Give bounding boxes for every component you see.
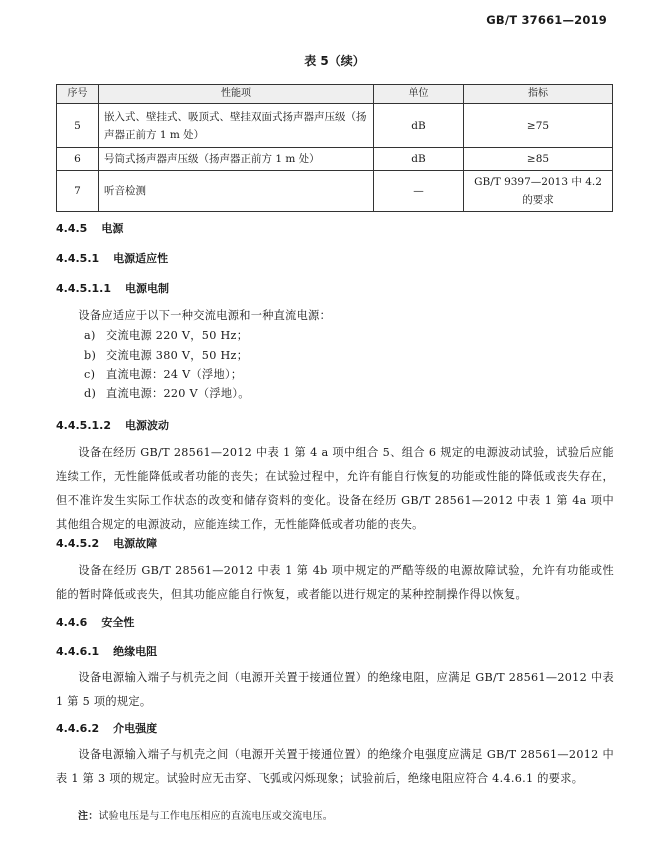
list-text: 交流电源 220 V，50 Hz； (106, 329, 249, 342)
list-item (84, 346, 248, 366)
section-title: 电源电制 (124, 282, 169, 295)
cell-seq: 5 (57, 104, 99, 148)
section-number: 4.4.5.1.2 (56, 419, 111, 432)
paragraph-dielectric-strength: 设备电源输入端子与机壳之间（电源开关置于接通位置）的绝缘介电强度应满足 GB/T 28561—2012 中表 1 第 3 项的规定。试验时应无击穿、飞弧或闪烁现象；试验前后，绝缘电阻应符合 4.4.6.1 的要求。 (56, 748, 614, 785)
list-text: 直流电源：220 V（浮地）。 (106, 387, 250, 400)
table-header-row (57, 85, 613, 104)
section-heading-4-4-6-1 (56, 643, 157, 659)
cell-item: 嵌入式、壁挂式、吸顶式、壁挂双面式扬声器声压级（扬声器正前方 1 m 处） (99, 104, 374, 148)
section-title: 电源 (101, 222, 124, 235)
section-title: 电源波动 (124, 419, 169, 432)
section-heading-4-4-5-1-1 (56, 280, 169, 296)
cell-index: GB/T 9397—2013 中 4.2 的要求 (464, 171, 613, 212)
cell-seq: 6 (57, 148, 99, 171)
list-marker: c) (84, 368, 96, 381)
cell-unit: — (374, 171, 464, 212)
section-number: 4.4.6.2 (56, 722, 100, 735)
section-number: 4.4.5.1.1 (56, 282, 111, 295)
cell-unit: dB (374, 104, 464, 148)
paragraph-power-fluctuation: 设备在经历 GB/T 28561—2012 中表 1 第 4 a 项中组合 5、组合 6 规定的电源波动试验，试验后应能连续工作，无性能降低或者功能的丧失；在试验过程中，允许有能自行恢复的功能或性能的降低或丧失存在，但不准许发生实际工作状态的改变和储存资料的变化。设备在经历 GB/T 28561—2012 中表 1 第 4a 项中其他组合规定的电源波动，应能连续工作，无性能降低或者功能的丧失。 (56, 446, 614, 531)
cell-seq: 7 (57, 171, 99, 212)
list-marker: b) (84, 349, 97, 362)
section-heading-4-4-5-1-2 (56, 417, 169, 433)
section-heading-4-4-6 (56, 614, 134, 630)
section-title: 介电强度 (113, 722, 158, 735)
header-unit: 单位 (374, 85, 464, 104)
note-text: 试验电压是与工作电压相应的直流电压或交流电压。 (98, 811, 334, 822)
note-label: 注： (78, 811, 99, 822)
section-heading-4-4-5 (56, 220, 123, 236)
section-title: 电源故障 (113, 537, 158, 550)
section-number: 4.4.5.2 (56, 537, 100, 550)
cell-item: 听音检测 (99, 171, 374, 212)
section-heading-4-4-5-2 (56, 535, 157, 551)
list-marker: a) (84, 329, 96, 342)
standard-code: GB/T 37661—2019 (486, 13, 607, 27)
section-heading-4-4-5-1 (56, 250, 168, 266)
section-heading-4-4-6-2 (56, 720, 157, 736)
section-number: 4.4.6.1 (56, 645, 100, 658)
section-number: 4.4.5 (56, 222, 88, 235)
note (78, 807, 333, 822)
performance-table (56, 84, 613, 212)
table-row (57, 171, 613, 212)
paragraph-power-failure: 设备在经历 GB/T 28561—2012 中表 1 第 4b 项中规定的严酷等级的电源故障试验，允许有功能或性能的暂时降低或丧失，但其功能应能自行恢复，或者能以进行规定的某种控制操作得以恢复。 (56, 564, 614, 601)
section-title: 电源适应性 (113, 252, 169, 265)
table-title: 表 5（续） (304, 54, 365, 68)
header-seq: 序号 (57, 85, 99, 104)
list-item (84, 365, 242, 385)
table-row (57, 104, 613, 148)
cell-unit: dB (374, 148, 464, 171)
cell-item: 号筒式扬声器声压级（扬声器正前方 1 m 处） (99, 148, 374, 171)
list-text: 直流电源：24 V（浮地）； (106, 368, 243, 381)
header-item: 性能项 (99, 85, 374, 104)
cell-index: ≥75 (464, 104, 613, 148)
list-item (84, 384, 250, 404)
paragraph-insulation-resistance: 设备电源输入端子与机壳之间（电源开关置于接通位置）的绝缘电阻，应满足 GB/T 28561—2012 中表 1 第 5 项的规定。 (56, 671, 614, 708)
list-item (84, 326, 248, 346)
section-number: 4.4.5.1 (56, 252, 100, 265)
list-text: 交流电源 380 V，50 Hz； (106, 349, 249, 362)
header-index: 指标 (464, 85, 613, 104)
paragraph-power-intro: 设备应适应于以下一种交流电源和一种直流电源： (78, 309, 332, 322)
section-title: 绝缘电阻 (113, 645, 158, 658)
section-number: 4.4.6 (56, 616, 88, 629)
table-row (57, 148, 613, 171)
cell-index: ≥85 (464, 148, 613, 171)
list-marker: d) (84, 387, 97, 400)
section-title: 安全性 (101, 616, 135, 629)
